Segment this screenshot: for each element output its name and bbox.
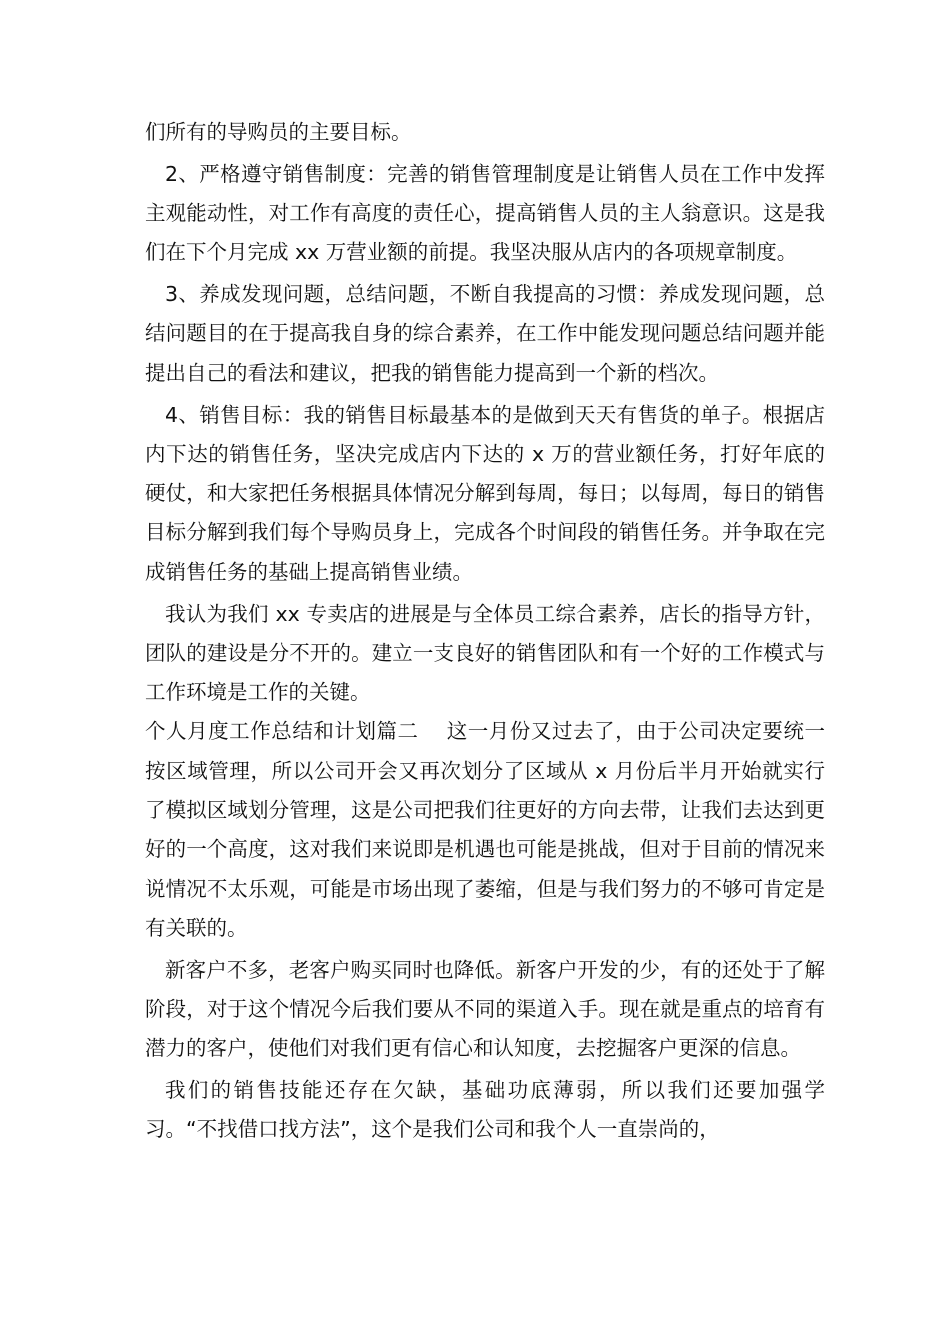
document-body bbox=[145, 113, 825, 1152]
paragraph-continuation: 们所有的导购员的主要目标。 bbox=[145, 120, 412, 144]
paragraph-sales-skills: 我们的销售技能还存在欠缺，基础功底薄弱，所以我们还要加强学习。“不找借口找方法”，这个是我们公司和我个人一直崇尚的， bbox=[145, 1078, 825, 1142]
paragraph-part-two-intro: 个人月度工作总结和计划篇二 这一月份又过去了，由于公司决定要统一按区域管理，所以公司开会又再次划分了区域从 x 月份后半月开始就实行了模拟区域划分管理，这是公司把我们往更好的方向去带，让我们去达到更好的一个高度，这对我们来说即是机遇也可能是挑战，但对于目前的情况来说情况不太乐观，可能是市场出现了萎缩，但是与我们努力的不够可肯定是有关联的。 bbox=[145, 719, 825, 940]
paragraph-store-progress: 我认为我们 xx 专卖店的进展是与全体员工综合素养，店长的指导方针，团队的建设是分不开的。建立一支良好的销售团队和有一个好的工作模式与工作环境是工作的关键。 bbox=[145, 601, 825, 705]
paragraph-customers: 新客户不多，老客户购买同时也降低。新客户开发的少，有的还处于了解阶段，对于这个情况今后我们要从不同的渠道入手。现在就是重点的培育有潜力的客户，使他们对我们更有信心和认知度，去挖掘客户更深的信息。 bbox=[145, 957, 825, 1061]
paragraph-sales-rules: 2、严格遵守销售制度：完善的销售管理制度是让销售人员在工作中发挥主观能动性，对工作有高度的责任心，提高销售人员的主人翁意识。这是我们在下个月完成 xx 万营业额的前提。我坚决服从店内的各项规章制度。 bbox=[145, 161, 825, 265]
paragraph-problem-habits: 3、养成发现问题，总结问题，不断自我提高的习惯：养成发现问题，总结问题目的在于提高我自身的综合素养，在工作中能发现问题总结问题并能提出自己的看法和建议，把我的销售能力提高到一个新的档次。 bbox=[145, 282, 825, 385]
paragraph-sales-target: 4、销售目标：我的销售目标最基本的是做到天天有售货的单子。根据店内下达的销售任务，坚决完成店内下达的 x 万的营业额任务，打好年底的硬仗，和大家把任务根据具体情况分解到每周，每日；以每周，每日的销售目标分解到我们每个导购员身上，完成各个时间段的销售任务。并争取在完成销售任务的基础上提高销售业绩。 bbox=[145, 402, 825, 584]
